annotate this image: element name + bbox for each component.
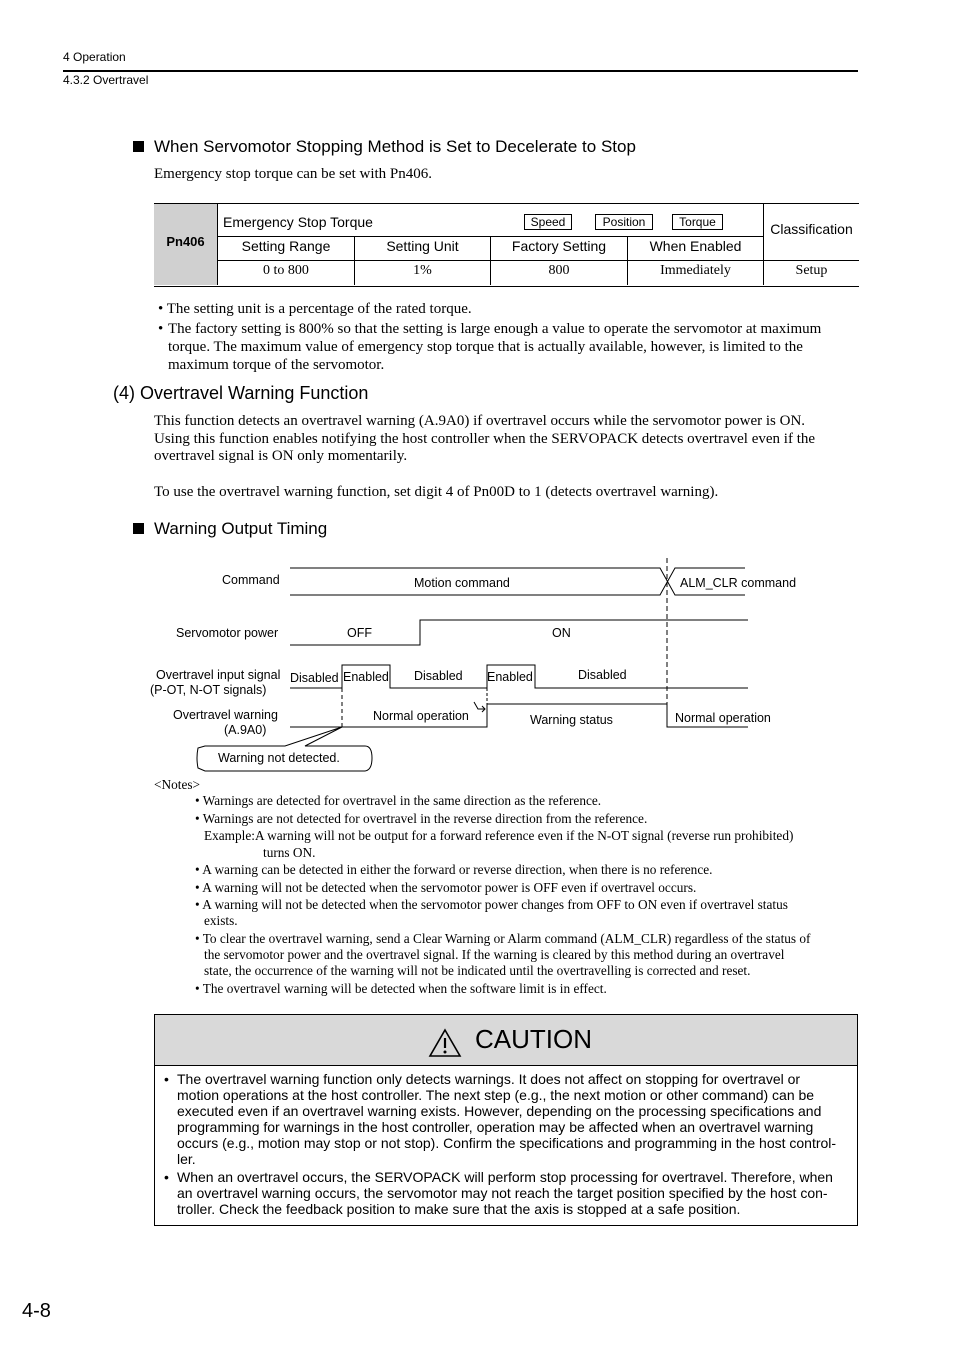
warn-label-line1: Overtravel warning [173,708,278,722]
timing-heading-text: Warning Output Timing [154,519,328,538]
note-item: • A warning will not be detected when the servomotor power is OFF even if overtravel occurs. [195,880,697,895]
value-factory-setting: 800 [548,263,570,278]
note-item: • Warnings are detected for overtravel in the same direction as the reference. [195,793,602,808]
caution-line: occurs (e.g., motion may stop or not stop). Confirm the specifications and programming in the host control- [177,1135,837,1151]
header-when-enabled: When Enabled [649,238,742,254]
warning-triangle-icon [428,1028,462,1058]
value-setting-unit: 1% [413,263,432,278]
caution-header [155,1015,857,1066]
notes-title: <Notes> [154,777,201,792]
ot-disabled-1: Disabled [290,671,339,685]
param-number: Pn406 [166,234,205,249]
classification-label: Classification [770,221,853,237]
motion-command-text: Motion command [414,576,510,590]
decel-intro: Emergency stop torque can be set with Pn406. [154,166,432,182]
caution-item-2 [177,1169,849,1217]
caution-line: ler. [177,1151,196,1167]
note-example: Example:A warning will not be output for a forward reference even if the N-OT signal (reverse run prohibited) [204,828,794,843]
caution-bullet-dot: • [164,1169,169,1185]
wf-para1-line1: This function detects an overtravel warning (A.9A0) if overtravel occurs while the servomotor power is ON. [154,413,806,429]
wf-para1-line2: Using this function enables notifying the host controller when the SERVOPACK detects overtravel even if the [154,431,816,447]
caution-line: executed even if an overtravel warning exists. However, depending on the processing specifications and [177,1103,822,1119]
bullet-text: The setting unit is a percentage of the rated torque. [166,301,472,317]
bullet-factory-line-2: torque. The maximum value of emergency stop torque that is actually available, however, is limited to the [168,339,803,355]
tag-position: Position [595,214,653,230]
header-setting-unit: Setting Unit [386,238,459,254]
note-item: • The overtravel warning will be detected when the software limit is in effect. [195,981,607,996]
not-detected-text: Warning not detected. [218,751,340,765]
note-item: • A warning can be detected in either the forward or reverse direction, when there is no reference. [195,862,713,877]
command-line-top [290,568,745,595]
header-factory-setting: Factory Setting [511,238,607,254]
note-item: • Warnings are not detected for overtravel in the reverse direction from the reference. [195,811,648,826]
caution-line: an overtravel warning occurs, the servomotor may not reach the target position specified by the host con- [177,1185,828,1201]
power-off-text: OFF [347,626,372,640]
note-item-cont: exists. [204,913,238,928]
normal-operation-1: Normal operation [373,709,469,723]
caution-item-1 [177,1071,849,1167]
value-when-enabled: Immediately [660,263,731,278]
header-setting-range: Setting Range [241,238,331,254]
power-on-text: ON [552,626,571,640]
bullet-factory-line-1: The factory setting is 800% so that the setting is large enough a value to operate the servomotor at maximum [168,321,822,337]
bullet-dot: • [158,321,164,337]
param-name: Emergency Stop Torque [223,214,373,230]
note-item-cont: the servomotor power and the overtravel signal. If the warning is cleared by this method during an overtravel [204,947,785,962]
power-label: Servomotor power [176,626,279,640]
decel-heading-text: When Servomotor Stopping Method is Set to Decelerate to Stop [154,137,636,156]
value-classification: Setup [795,263,828,278]
note-example-cont: turns ON. [263,845,316,860]
caution-bullet-dot: • [164,1071,169,1087]
warning-function-heading: (4) Overtravel Warning Function [113,383,369,403]
caution-box [154,1014,858,1226]
command-line-bottom [290,568,745,595]
value-setting-range: 0 to 800 [263,263,309,278]
caution-line: When an overtravel occurs, the SERVOPACK will perform stop processing for overtravel. Therefore, when [177,1169,833,1185]
wf-para1-line3: overtravel signal is ON only momentarily. [154,448,408,464]
note-item-cont: state, the occurrence of the warning will not be indicated until the overtravelling is corrected and reset. [204,963,751,978]
caution-line: The overtravel warning function only detects warnings. It does not affect on stopping for overtravel or [177,1071,801,1087]
wf-para2: To use the overtravel warning function, set digit 4 of Pn00D to 1 (detects overtravel warning). [154,484,719,500]
note-item: • A warning will not be detected when the servomotor power changes from OFF to ON even if overtravel status [195,897,788,912]
tag-speed: Speed [524,214,572,230]
warn-label-line2: (A.9A0) [224,723,267,737]
ot-label-line2: (P-OT, N-OT signals) [150,683,267,697]
ot-disabled-3: Disabled [578,668,627,682]
ot-enabled-1: Enabled [343,670,389,684]
normal-operation-2: Normal operation [675,711,771,725]
alm-clr-text: ALM_CLR command [680,576,797,590]
caution-line: troller. Check the feedback position to make sure that the axis is stopped at a safe position. [177,1201,741,1217]
bullet-factory-line-3: maximum torque of the servomotor. [168,357,385,373]
caution-title: CAUTION [475,1024,592,1054]
warning-status-text: Warning status [530,713,613,727]
page-number: 4-8 [22,1300,51,1322]
bullet-setting-unit: • The setting unit is a percentage of the rated torque. [158,301,472,317]
ot-disabled-2: Disabled [414,669,463,683]
note-item: • To clear the overtravel warning, send a Clear Warning or Alarm command (ALM_CLR) regardless of the status of [195,931,811,946]
ot-label-line1: Overtravel input signal [156,668,281,682]
tag-torque: Torque [672,214,723,230]
command-label: Command [222,573,280,587]
caution-line: motion operations at the host controller. The next step (e.g., the next motion or other command) can be [177,1087,815,1103]
ot-enabled-2: Enabled [487,670,533,684]
chapter-title: 4 Operation [63,50,126,64]
section-title: 4.3.2 Overtravel [63,73,149,87]
caution-line: programming for warnings in the host controller, operation may be affected when an overtravel warning [177,1119,814,1135]
